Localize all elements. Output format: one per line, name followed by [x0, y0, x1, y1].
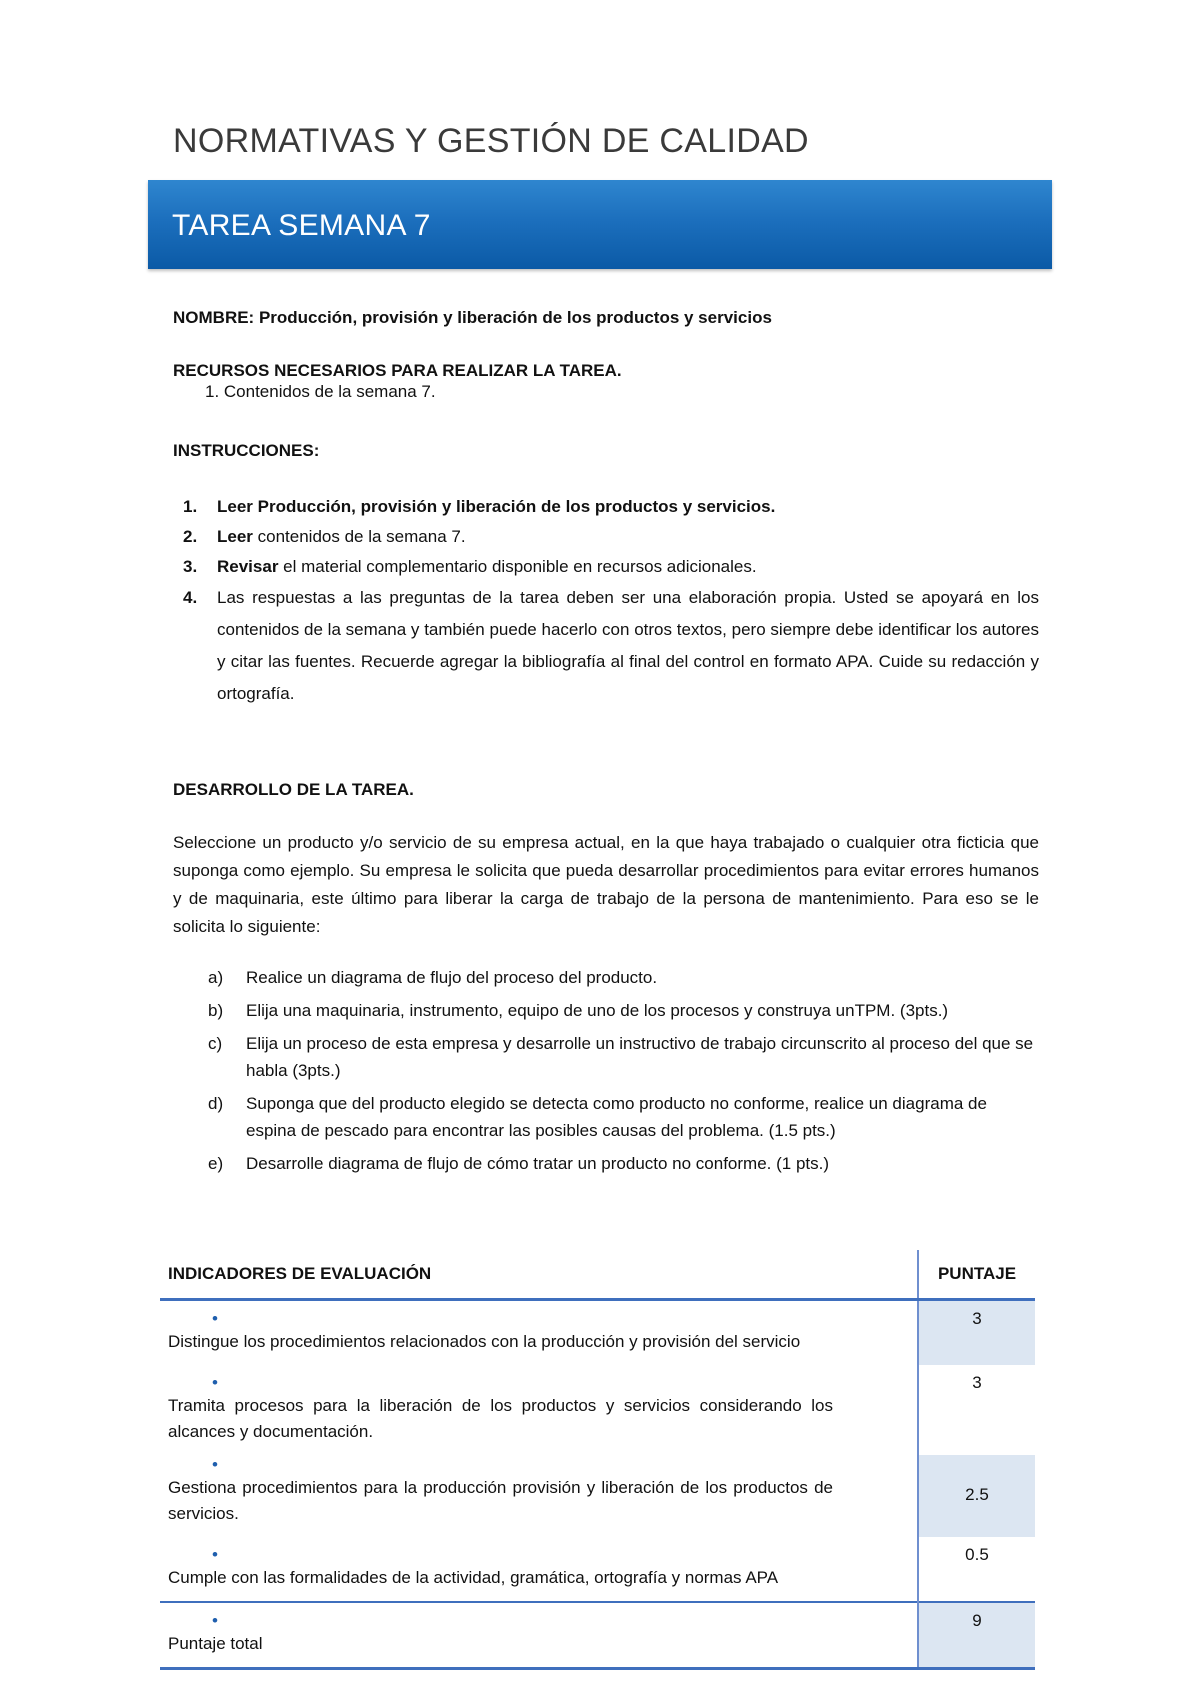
indicator-cell [160, 1455, 918, 1537]
item-letter: c) [208, 1034, 223, 1053]
desarrollo-item [173, 997, 1039, 1024]
instrucciones-heading-wrap [173, 440, 1039, 461]
item-text: Realice un diagrama de flujo del proceso del producto. [246, 968, 658, 987]
total-score: 9 [918, 1602, 1035, 1669]
instruccion-number: 1. [183, 497, 198, 516]
instruccion-bold: Revisar [217, 557, 279, 576]
total-label: Puntaje total [168, 1634, 263, 1653]
banner-title: TAREA SEMANA 7 [172, 209, 431, 242]
table-row [160, 1300, 1035, 1366]
total-row [160, 1602, 1035, 1669]
indicator-text: Gestiona procedimientos para la producción provisión y liberación de los productos de servicios. [168, 1478, 833, 1523]
evaluation-table [160, 1250, 1035, 1670]
desarrollo-heading-wrap [173, 779, 1039, 800]
recursos-item: 1. Contenidos de la semana 7. [205, 382, 436, 401]
table-header-row [160, 1250, 1035, 1300]
nombre-line [173, 307, 1039, 328]
instruccion-number: 2. [183, 527, 198, 546]
indicadores-header: INDICADORES DE EVALUACIÓN [160, 1250, 918, 1300]
desarrollo-list [173, 964, 1039, 1177]
item-text: Suponga que del producto elegido se detecta como producto no conforme, realice un diagrama de espina de pescado para encontrar las posibles causas del problema. (1.5 pts.) [246, 1094, 987, 1140]
instruccion-item [173, 496, 1039, 517]
item-letter: b) [208, 1001, 224, 1020]
score-cell: 2.5 [918, 1455, 1035, 1537]
week-banner [148, 180, 1052, 269]
desarrollo-heading: DESARROLLO DE LA TAREA. [173, 780, 414, 799]
desarrollo-paragraph: Seleccione un producto y/o servicio de su empresa actual, en la que haya trabajado o cualquier otra ficticia que suponga como ejemplo. Su empresa le solicita que pueda desarrollar procedimientos para evitar errores humanos y de maquinaria, este último para liberar la carga de trabajo de la persona de mantenimiento. Para eso se le solicita lo siguiente: [173, 833, 1039, 936]
desarrollo-item [173, 1030, 1039, 1084]
desarrollo-item [173, 1150, 1039, 1177]
instruccion-item [173, 556, 1039, 577]
instrucciones-list-wrap [173, 496, 1039, 719]
desarrollo-item [173, 1090, 1039, 1144]
instruccion-item [173, 526, 1039, 547]
item-text: Elija una maquinaria, instrumento, equipo de uno de los procesos y construya unTPM. (3pts.) [246, 1001, 949, 1020]
item-letter: d) [208, 1094, 224, 1113]
recursos-section [173, 360, 1039, 402]
item-letter: a) [208, 968, 224, 987]
bullet-icon: • [212, 1373, 218, 1392]
instrucciones-heading: INSTRUCCIONES: [173, 441, 320, 460]
instruccion-text: el material complementario disponible en recursos adicionales. [278, 557, 757, 576]
table-row [160, 1365, 1035, 1455]
puntaje-header: PUNTAJE [918, 1250, 1035, 1300]
table-row [160, 1537, 1035, 1602]
instruccion-item [173, 582, 1039, 710]
table-row [160, 1455, 1035, 1537]
indicator-text: Cumple con las formalidades de la actividad, gramática, ortografía y normas APA [168, 1568, 779, 1587]
item-text: Elija un proceso de esta empresa y desarrolle un instructivo de trabajo circunscrito al proceso del que se habla (3pts.) [246, 1034, 1034, 1080]
nombre-text: NOMBRE: Producción, provisión y liberación de los productos y servicios [173, 308, 772, 327]
instruccion-bold: Leer Producción, provisión y liberación de los productos y servicios. [217, 497, 776, 516]
total-label-cell [160, 1602, 918, 1669]
page-title: NORMATIVAS Y GESTIÓN DE CALIDAD [173, 122, 809, 160]
bullet-icon: • [212, 1455, 218, 1474]
bullet-icon: • [212, 1309, 218, 1328]
indicator-cell [160, 1537, 918, 1602]
indicator-text: Distingue los procedimientos relacionados con la producción y provisión del servicio [168, 1332, 801, 1351]
instruccion-text: Las respuestas a las preguntas de la tarea deben ser una elaboración propia. Usted se apoyará en los contenidos de la semana y también puede hacerlo con otros textos, pero siempre debe identificar los autores y citar las fuentes. Recuerde agregar la bibliografía al final del control en formato APA. Cuide su redacción y ortografía. [217, 588, 1039, 703]
score-cell: 3 [918, 1300, 1035, 1366]
desarrollo-list-wrap [173, 964, 1039, 1183]
instruccion-number: 4. [183, 588, 198, 607]
instruccion-number: 3. [183, 557, 198, 576]
instruccion-text: contenidos de la semana 7. [252, 527, 466, 546]
indicator-cell [160, 1365, 918, 1455]
desarrollo-item [173, 964, 1039, 991]
desarrollo-paragraph-wrap [173, 829, 1039, 941]
bullet-icon: • [212, 1611, 218, 1630]
bullet-icon: • [212, 1545, 218, 1564]
item-letter: e) [208, 1154, 224, 1173]
instruccion-bold: Leer [217, 527, 253, 546]
score-cell: 0.5 [918, 1537, 1035, 1602]
indicator-text: Tramita procesos para la liberación de los productos y servicios considerando los alcances y documentación. [168, 1396, 833, 1441]
item-text: Desarrolle diagrama de flujo de cómo tratar un producto no conforme. (1 pts.) [246, 1154, 830, 1173]
recursos-heading: RECURSOS NECESARIOS PARA REALIZAR LA TAREA. [173, 361, 622, 380]
indicator-cell [160, 1300, 918, 1366]
instrucciones-list [173, 496, 1039, 710]
score-cell: 3 [918, 1365, 1035, 1455]
